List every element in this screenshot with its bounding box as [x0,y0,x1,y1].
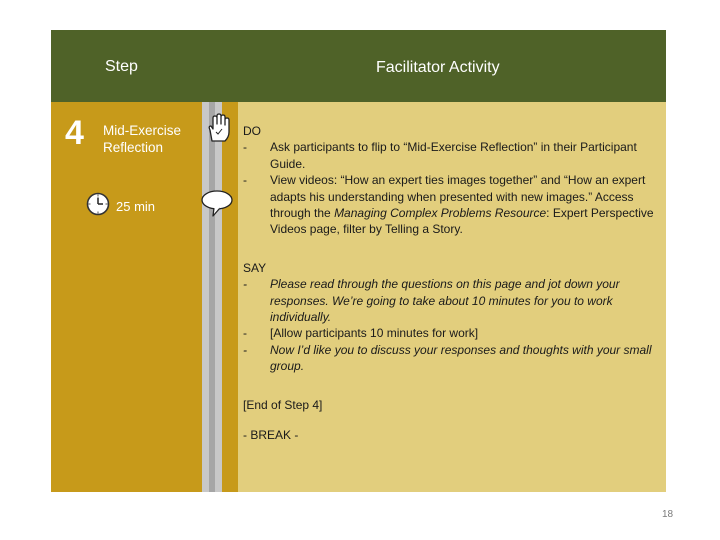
page-number: 18 [662,509,674,520]
list-item: - Now I’d like you to discuss your responses and thoughts with your small group. [243,342,655,375]
instruction-text: View videos: “How an expert ties images together” and “How an expert adapts his understanding when presented with new images.” Access through the [270,173,646,221]
facilitator-instructions [243,123,655,444]
do-list [243,139,655,237]
say-list [243,276,655,374]
instruction-text: : Expert Perspective Videos page, filter by Telling a Story. [270,206,654,237]
clock-icon [86,192,110,216]
resource-title: Managing Complex Problems Resource [334,206,547,221]
do-section-label: DO [243,124,261,138]
end-of-step-note: [End of Step 4] [243,397,323,412]
step-column-heading: Step [105,58,138,75]
speech-bubble-icon [200,189,234,219]
step-duration: 25 min [116,199,156,214]
say-section-label: SAY [243,260,267,275]
timeline-line [209,102,215,492]
list-item [243,172,655,238]
raised-hand-icon [204,113,232,143]
table-header [51,30,666,102]
list-item: - Ask participants to flip to “Mid-Exercise Reflection” in their Participant Guide. [243,139,655,172]
activity-column-heading: Facilitator Activity [376,59,500,76]
break-note: - BREAK - [243,428,299,443]
step-number: 4 [65,114,84,152]
list-item: - Please read through the questions on this page and jot down your responses. We’re going to take about 10 minutes for you to work individually. [243,276,655,325]
step-title: Mid-Exercise Reflection [103,123,182,155]
step-panel [51,102,198,492]
list-item: - [Allow participants 10 minutes for work] [243,325,655,341]
